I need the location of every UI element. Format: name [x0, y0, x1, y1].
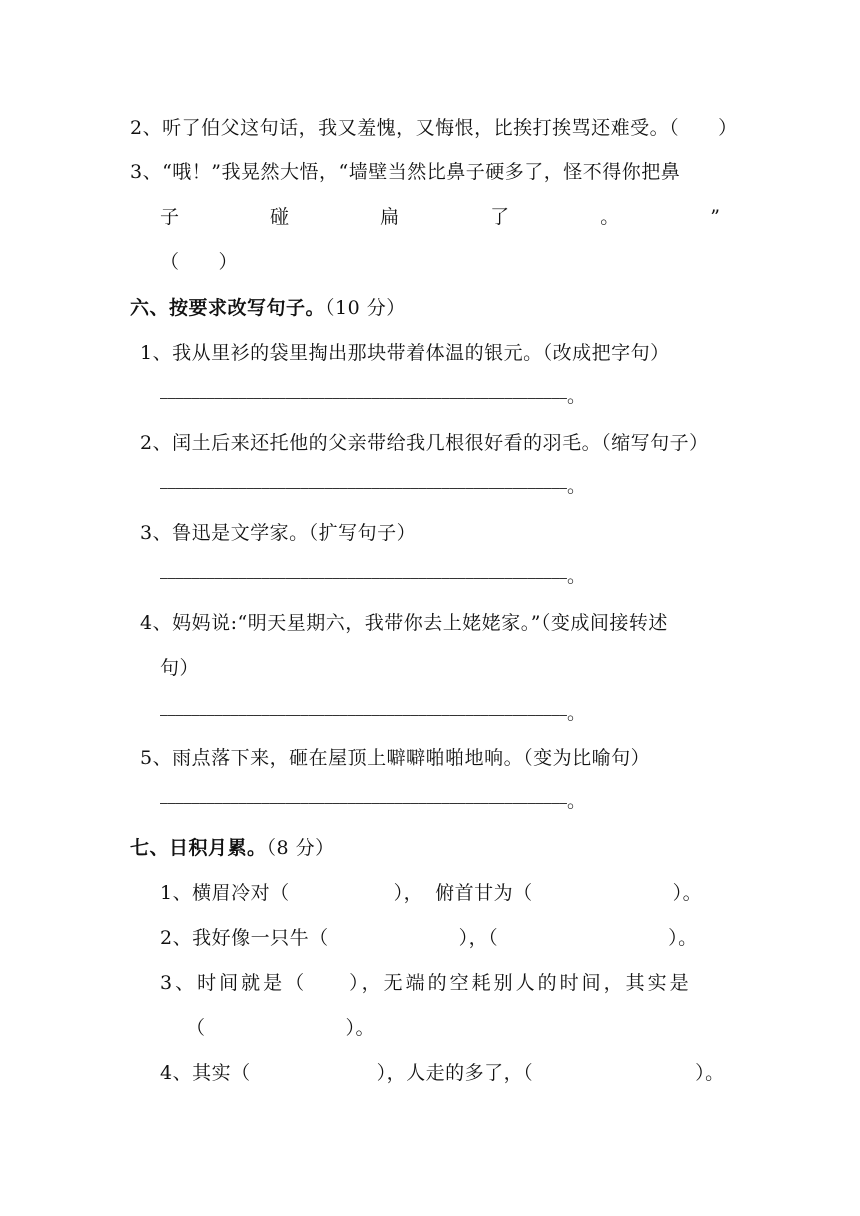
q7-item-3-middle: ），无端的空耗别人的时间，其实是	[349, 972, 692, 994]
q6-item-2-answer-line[interactable]	[160, 476, 586, 499]
q5-item-3-line2	[160, 205, 720, 229]
answer-line-end: 。	[567, 475, 587, 497]
q5-item-2: 2、听了伯父这句话，我又羞愧，又悔恨，比挨打挨骂还难受。（ ）	[130, 117, 738, 139]
q6-item-3: 3、鲁迅是文学家。（扩写句子）	[140, 522, 417, 544]
q6-item-2: 2、闰土后来还托他的父亲带给我几根很好看的羽毛。（缩写句子）	[140, 432, 709, 454]
q5-item-3-char: ”	[710, 206, 720, 228]
answer-line-end: 。	[567, 565, 587, 587]
q7-item-1-end: ）。	[672, 882, 703, 904]
q5-item-3-char: 子	[160, 206, 180, 228]
section-6-heading	[130, 296, 406, 320]
q6-item-4-line2: 句）	[160, 657, 200, 679]
q7-item-4-middle: ），人走的多了，（	[376, 1062, 534, 1084]
answer-line: ————————————————————————————————————————————————————	[160, 571, 567, 586]
answer-line: ————————————————————————————————————————————————————	[160, 391, 567, 406]
q7-item-3	[160, 971, 692, 995]
q5-item-3-char: 碰	[270, 206, 290, 228]
q7-item-3-line2	[186, 1016, 375, 1040]
section-7-points: （8 分）	[266, 837, 335, 859]
q7-item-4-end: ）。	[695, 1062, 725, 1084]
answer-line: ————————————————————————————————————————————————————	[160, 708, 567, 723]
answer-line-end: 。	[567, 702, 587, 724]
q6-item-4: 4、妈妈说:“明天星期六，我带你去上姥姥家。”（变成间接转述	[140, 612, 668, 634]
answer-line: ————————————————————————————————————————————————————	[160, 481, 567, 496]
section-7-heading	[130, 836, 335, 860]
q6-item-5-answer-line[interactable]	[160, 791, 586, 814]
q7-item-2-end: ）。	[668, 927, 698, 949]
q6-item-1: 1、我从里衫的袋里掏出那块带着体温的银元。（改成把字句）	[140, 342, 670, 364]
q5-item-3-char: 了	[490, 206, 510, 228]
answer-line-end: 。	[567, 385, 587, 407]
section-6-title: 六、按要求改写句子。	[130, 297, 326, 319]
q6-item-5: 5、雨点落下来，砸在屋顶上噼噼啪啪地响。（变为比喻句）	[140, 747, 651, 769]
q6-item-1-answer-line[interactable]	[160, 386, 586, 409]
q7-item-1-prompt-2: 俯首甘为（	[435, 882, 533, 904]
q7-item-3-paren-open: （	[186, 1017, 206, 1039]
q7-item-2-prompt: 2、我好像一只牛（	[160, 927, 329, 949]
q7-item-1	[160, 881, 702, 905]
answer-line-end: 。	[567, 790, 587, 812]
q5-item-3-char: 。	[600, 206, 620, 228]
q7-item-2-sep: ），（	[458, 927, 499, 949]
section-7-title: 七、日积月累。	[130, 837, 267, 859]
q7-item-4-prompt: 4、其实（	[160, 1062, 251, 1084]
q7-item-3-prompt: 3、时间就是（	[160, 972, 308, 994]
q5-item-3-answer-paren[interactable]: （ ）	[160, 251, 239, 273]
q7-item-2	[160, 926, 698, 950]
q7-item-1-sep: ），	[393, 882, 424, 904]
q5-item-3-char: 扁	[380, 206, 400, 228]
answer-line: ————————————————————————————————————————————————————	[160, 796, 567, 811]
section-6-points: （10 分）	[325, 297, 406, 319]
q7-item-1-prompt: 1、横眉冷对（	[160, 882, 290, 904]
q6-item-3-answer-line[interactable]	[160, 566, 586, 589]
q7-item-4	[160, 1061, 725, 1085]
q6-item-4-answer-line[interactable]	[160, 703, 586, 726]
q7-item-3-end: ）。	[345, 1017, 376, 1039]
q5-item-3-line1: 3、“哦！”我晃然大悟，“墙壁当然比鼻子硬多了，怪不得你把鼻	[130, 161, 681, 183]
